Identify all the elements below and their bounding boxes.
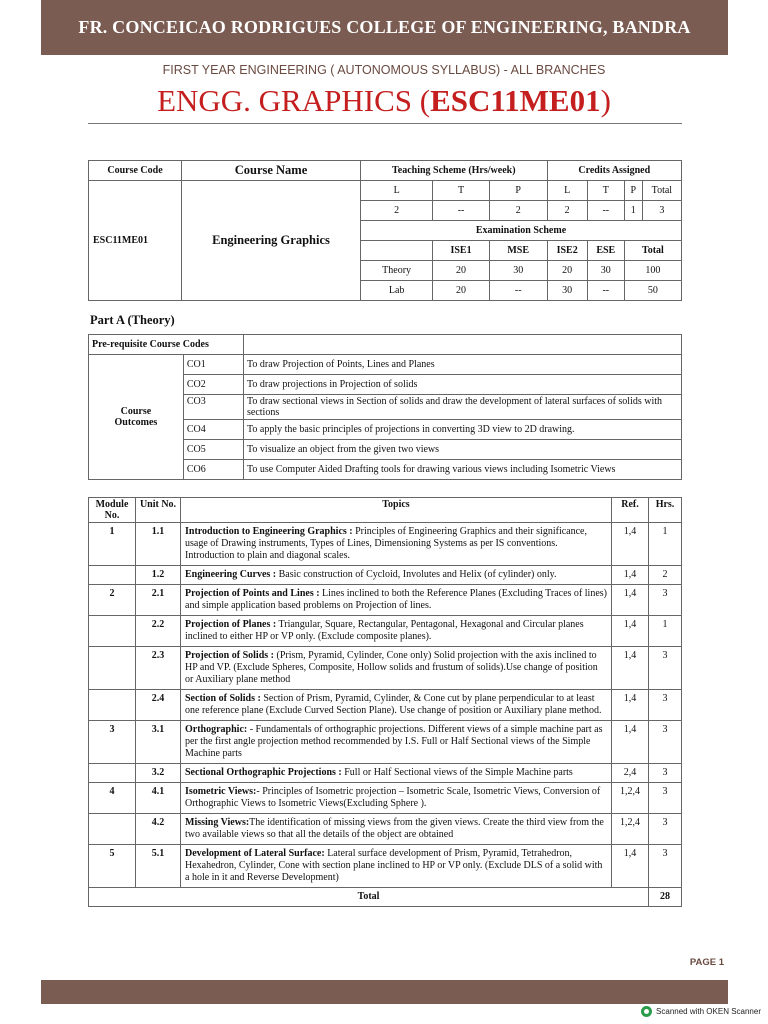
module-number (89, 647, 136, 690)
ref-header: Ref. (612, 498, 649, 523)
syllabus-subtitle: FIRST YEAR ENGINEERING ( AUTONOMOUS SYLLABUS) - ALL BRANCHES (162, 63, 606, 77)
topic-description: Full or Half Sectional views of the Simple Machine parts (341, 767, 573, 778)
co-id: CO6 (183, 460, 243, 480)
unit-number: 4.2 (136, 814, 181, 845)
lab-ise2: 30 (547, 281, 587, 301)
topic-row (89, 764, 682, 783)
co-text: To draw sectional views in Section of solids and draw the development of lateral surfaces of solids with sections (244, 395, 682, 420)
topic-ref: 1,4 (612, 616, 649, 647)
topic-row (89, 566, 682, 585)
topic-description: Section of Prism, Pyramid, Cylinder, & Cone cut by plane perpendicular to at least one reference plane (Exclude Curved Section Plane). Use change of position or Auxiliary plane method. (185, 693, 602, 716)
college-banner (41, 0, 728, 55)
topic-text (181, 523, 612, 566)
teaching-scheme-header: Teaching Scheme (Hrs/week) (361, 161, 548, 181)
credits-header: Credits Assigned (547, 161, 681, 181)
topic-title: Projection of Points and Lines : (185, 588, 320, 599)
exam-col-mse: MSE (489, 241, 547, 261)
credit-val-total: 3 (642, 201, 681, 221)
co-text: To draw Projection of Points, Lines and Planes (244, 355, 682, 375)
topic-ref: 1,4 (612, 566, 649, 585)
module-number (89, 616, 136, 647)
course-name-header: Course Name (182, 161, 361, 181)
unit-number: 2.3 (136, 647, 181, 690)
module-number (89, 764, 136, 783)
topic-title: Projection of Solids : (185, 650, 274, 661)
module-number (89, 566, 136, 585)
theory-mse: 30 (489, 261, 547, 281)
course-outcomes-table (88, 334, 682, 480)
topics-header: Topics (181, 498, 612, 523)
topic-ref: 1,4 (612, 845, 649, 888)
exam-col-ese: ESE (587, 241, 624, 261)
topic-hours: 3 (649, 764, 682, 783)
credit-val-t: -- (587, 201, 624, 221)
course-name-value: Engineering Graphics (182, 181, 361, 301)
topic-title: Missing Views: (185, 817, 250, 828)
topic-hours: 3 (649, 690, 682, 721)
topic-ref: 1,4 (612, 585, 649, 616)
topic-description: Lines inclined to both the Reference Planes (Excluding Traces of lines) and simple application based problems on Projection of lines. (185, 588, 607, 611)
topic-description: Triangular, Square, Rectangular, Pentagonal, Hexagonal and Circular planes inclined to either HP or VP only. (Exclude composite planes). (185, 619, 584, 642)
exam-scheme-header: Examination Scheme (361, 221, 682, 241)
topic-description: - Principles of Isometric projection – Isometric Scale, Isometric Views, Conversion of Orthographic Views to Isometric Views(Excluding Sphere ). (185, 786, 601, 809)
unit-number: 2.4 (136, 690, 181, 721)
theory-ise1: 20 (433, 261, 490, 281)
topic-hours: 3 (649, 845, 682, 888)
unit-number: 3.1 (136, 721, 181, 764)
topic-hours: 2 (649, 566, 682, 585)
topics-table (88, 497, 682, 907)
topic-row (89, 845, 682, 888)
teach-val-l: 2 (361, 201, 433, 221)
prereq-label: Pre-requisite Course Codes (89, 335, 244, 355)
topic-ref: 1,4 (612, 690, 649, 721)
theory-total: 100 (624, 261, 681, 281)
topic-text (181, 783, 612, 814)
topic-ref: 2,4 (612, 764, 649, 783)
module-number (89, 814, 136, 845)
topic-description: The identification of missing views from the given views. Create the third view from the two available views so that all the details of the object are obtained (185, 817, 604, 840)
theory-ise2: 20 (547, 261, 587, 281)
topic-ref: 1,4 (612, 721, 649, 764)
topic-hours: 3 (649, 783, 682, 814)
topic-row (89, 616, 682, 647)
topic-row (89, 585, 682, 616)
topic-text (181, 616, 612, 647)
co-text: To draw projections in Projection of solids (244, 375, 682, 395)
co-id: CO4 (183, 420, 243, 440)
topic-row (89, 783, 682, 814)
theory-ese: 30 (587, 261, 624, 281)
topic-title: Isometric Views: (185, 786, 257, 797)
topic-text (181, 721, 612, 764)
college-name: FR. CONCEICAO RODRIGUES COLLEGE OF ENGINEERING, BANDRA (78, 17, 691, 37)
topic-description: Basic construction of Cycloid, Involutes and Helix (of cylinder) only. (276, 569, 557, 580)
topic-hours: 3 (649, 721, 682, 764)
exam-col-ise2: ISE2 (547, 241, 587, 261)
topic-text (181, 814, 612, 845)
module-number: 4 (89, 783, 136, 814)
lab-mse: -- (489, 281, 547, 301)
credit-col-l: L (547, 181, 587, 201)
exam-col-total: Total (624, 241, 681, 261)
topic-text (181, 690, 612, 721)
module-number: 3 (89, 721, 136, 764)
unit-number: 5.1 (136, 845, 181, 888)
scanner-text: Scanned with OKEN Scanner (656, 1007, 761, 1016)
part-a-heading: Part A (Theory) (90, 313, 175, 327)
teach-col-l: L (361, 181, 433, 201)
scanner-logo-icon (641, 1006, 652, 1017)
topic-hours: 1 (649, 616, 682, 647)
topic-title: Introduction to Engineering Graphics : (185, 526, 353, 537)
topic-title: Sectional Orthographic Projections : (185, 767, 342, 778)
module-number: 5 (89, 845, 136, 888)
topic-description: Lateral surface development of Prism, Pyramid, Tetrahedron, Hexahedron, Cylinder, Cone with section plane inclined to HP or VP only. (Exclude DLS of a solid with a hole in it and Reverse Development) (185, 848, 603, 883)
exam-col-ise1: ISE1 (433, 241, 490, 261)
topic-ref: 1,4 (612, 523, 649, 566)
lab-ise1: 20 (433, 281, 490, 301)
course-outcomes-label: Course Outcomes (89, 355, 184, 480)
theory-label: Theory (361, 261, 433, 281)
topic-ref: 1,2,4 (612, 783, 649, 814)
topic-title: Section of Solids : (185, 693, 261, 704)
credit-val-p: 1 (624, 201, 642, 221)
exam-blank-cell (361, 241, 433, 261)
topic-row (89, 647, 682, 690)
topic-title: Projection of Planes : (185, 619, 277, 630)
topic-title: Engineering Curves : (185, 569, 277, 580)
co-text: To use Computer Aided Drafting tools for drawing various views including Isometric Views (244, 460, 682, 480)
topic-text (181, 764, 612, 783)
course-title: ENGG. GRAPHICS (ESC11ME01) (157, 83, 611, 118)
module-number: 1 (89, 523, 136, 566)
teach-val-t: -- (433, 201, 490, 221)
unit-number: 2.2 (136, 616, 181, 647)
course-scheme-table (88, 160, 682, 301)
page-number: PAGE 1 (689, 957, 724, 968)
lab-total: 50 (624, 281, 681, 301)
co-row (89, 355, 682, 375)
teach-val-p: 2 (489, 201, 547, 221)
credit-col-p: P (624, 181, 642, 201)
module-number (89, 690, 136, 721)
topic-hours: 1 (649, 523, 682, 566)
module-header: Module No. (89, 498, 136, 523)
co-id: CO2 (183, 375, 243, 395)
course-code-header: Course Code (89, 161, 182, 181)
course-code-value: ESC11ME01 (89, 181, 182, 301)
unit-number: 4.1 (136, 783, 181, 814)
topic-description: - Fundamentals of orthographic projections. Different views of a simple machine part as per the first angle projection method recommended by I.S. Full or Half Sectional views of the Simple Machine parts (185, 724, 603, 759)
credit-col-t: T (587, 181, 624, 201)
topic-row (89, 690, 682, 721)
topic-row (89, 523, 682, 566)
topic-ref: 1,2,4 (612, 814, 649, 845)
topic-hours: 3 (649, 585, 682, 616)
topic-text (181, 845, 612, 888)
topic-text (181, 647, 612, 690)
topic-hours: 3 (649, 814, 682, 845)
co-id: CO3 (183, 395, 243, 420)
module-number: 2 (89, 585, 136, 616)
topic-title: Orthographic: (185, 724, 248, 735)
teach-col-p: P (489, 181, 547, 201)
topic-text (181, 566, 612, 585)
unit-number: 1.2 (136, 566, 181, 585)
lab-label: Lab (361, 281, 433, 301)
co-id: CO1 (183, 355, 243, 375)
topics-body (89, 523, 682, 888)
topic-text (181, 585, 612, 616)
topic-row (89, 814, 682, 845)
topic-row (89, 721, 682, 764)
credit-col-total: Total (642, 181, 681, 201)
lab-ese: -- (587, 281, 624, 301)
unit-number: 1.1 (136, 523, 181, 566)
co-text: To apply the basic principles of projections in converting 3D view to 2D drawing. (244, 420, 682, 440)
topic-hours: 3 (649, 647, 682, 690)
course-title-code: ESC11ME01 (430, 83, 601, 118)
co-id: CO5 (183, 440, 243, 460)
total-hours: 28 (649, 888, 682, 907)
footer-bar (41, 980, 728, 1004)
prereq-value (244, 335, 682, 355)
hrs-header: Hrs. (649, 498, 682, 523)
topic-ref: 1,4 (612, 647, 649, 690)
total-label: Total (89, 888, 649, 907)
topic-title: Development of Lateral Surface: (185, 848, 325, 859)
unit-number: 3.2 (136, 764, 181, 783)
title-rule (88, 123, 682, 124)
topic-description: Principles of Engineering Graphics and their significance, usage of Drawing instruments, Types of Lines, Dimensioning Systems as per IS conventions. Introduction to plain and diagonal scales. (185, 526, 587, 561)
teach-col-t: T (433, 181, 490, 201)
co-text: To visualize an object from the given two views (244, 440, 682, 460)
topic-description: (Prism, Pyramid, Cylinder, Cone only) Solid projection with the axis inclined to HP and VP. (Exclude Spheres, Composite, Hollow solids and frustum of solids).Use change of position or Auxiliary plane method (185, 650, 598, 685)
credit-val-l: 2 (547, 201, 587, 221)
unit-header: Unit No. (136, 498, 181, 523)
unit-number: 2.1 (136, 585, 181, 616)
scanner-watermark (641, 1006, 761, 1017)
